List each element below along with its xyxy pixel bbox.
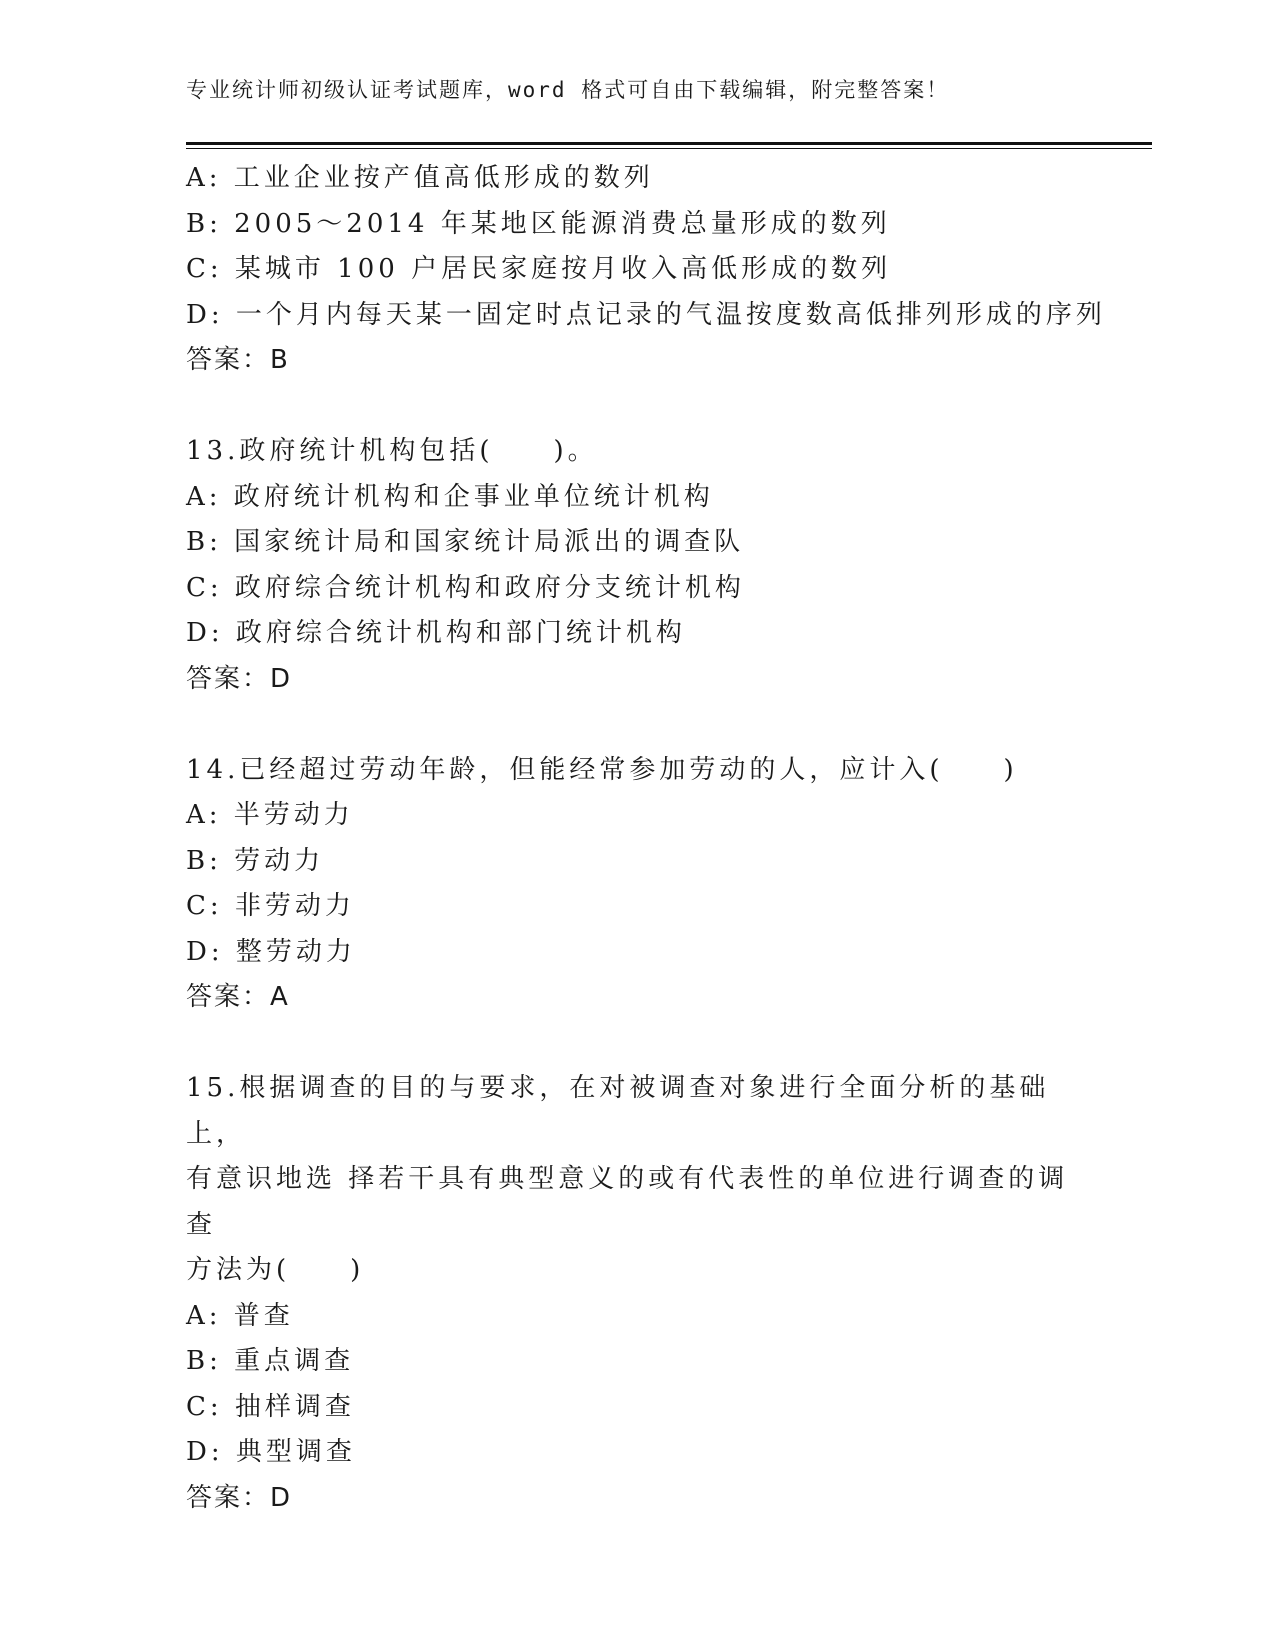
header-rule-thick <box>186 142 1152 145</box>
option-a: A: 普查 <box>186 1300 294 1331</box>
question-13 <box>186 429 1086 702</box>
question-15 <box>186 1066 1086 1521</box>
question-list <box>186 156 1106 1567</box>
question-12 <box>186 156 1106 384</box>
option-d: D: 典型调查 <box>186 1437 356 1467</box>
option-a: A: 半劳动力 <box>186 800 354 830</box>
question-stem-line-3: 方法为( ) <box>186 1255 365 1285</box>
option-c: C: 非劳动力 <box>186 891 355 921</box>
option-d: D: 政府综合统计机构和部门统计机构 <box>186 618 686 648</box>
option-a: A: 工业企业按产值高低形成的数列 <box>186 163 654 193</box>
option-b: B: 重点调查 <box>186 1346 355 1376</box>
header-rule-thin <box>186 148 1152 149</box>
question-stem: 14.已经超过劳动年龄，但能经常参加劳动的人，应计入( ) <box>186 754 1018 785</box>
document-header: 专业统计师初级认证考试题库，word 格式可自由下载编辑，附完整答案！ <box>186 78 950 102</box>
answer: 答案：A <box>186 982 290 1012</box>
question-stem-line-1: 15.根据调查的目的与要求，在对被调查对象进行全面分析的基础上， <box>186 1073 1050 1149</box>
answer: 答案：D <box>186 1482 293 1513</box>
option-c: C: 某城市 100 户居民家庭按月收入高低形成的数列 <box>186 254 892 284</box>
option-b: B: 国家统计局和国家统计局派出的调查队 <box>186 527 745 557</box>
question-stem-line-2: 有意识地选 择若干具有典型意义的或有代表性的单位进行调查的调查 <box>186 1164 1069 1240</box>
question-14 <box>186 748 1086 1021</box>
option-d: D: 整劳动力 <box>186 936 356 967</box>
option-d: D: 一个月内每天某一固定时点记录的气温按度数高低排列形成的序列 <box>186 299 1106 330</box>
option-c: C: 抽样调查 <box>186 1391 355 1422</box>
answer: 答案：B <box>186 345 290 375</box>
option-b: B: 2005～2014 年某地区能源消费总量形成的数列 <box>186 208 891 239</box>
question-stem: 13.政府统计机构包括( )。 <box>186 436 598 466</box>
answer: 答案：D <box>186 663 293 694</box>
option-b: B: 劳动力 <box>186 845 325 876</box>
option-c: C: 政府综合统计机构和政府分支统计机构 <box>186 572 745 603</box>
option-a: A: 政府统计机构和企事业单位统计机构 <box>186 481 714 512</box>
